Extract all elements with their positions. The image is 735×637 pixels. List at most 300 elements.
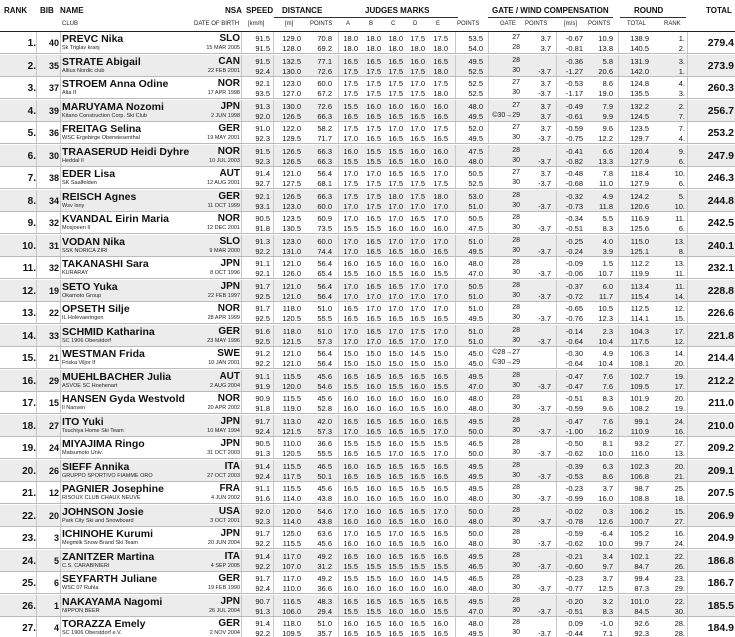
- judge-mark-d: 16.5: [410, 214, 425, 223]
- judge-mark-b: 16.5: [366, 326, 381, 336]
- round2-rrank: 28.: [674, 629, 685, 637]
- round1-dist: 121.0: [282, 259, 301, 268]
- round1-speed: 92.0: [255, 506, 270, 516]
- column-divider: [36, 122, 37, 144]
- judge-mark-e: 17.0: [433, 281, 448, 291]
- table-row: [0, 257, 735, 279]
- round1-speed: 91.2: [255, 349, 270, 358]
- round2-rrank: 16.: [674, 426, 685, 436]
- judge-mark-d: 16.0: [410, 269, 425, 278]
- column-divider: [687, 505, 688, 527]
- round2-jpts: 49.5: [468, 246, 483, 256]
- judge-mark-c: 16.5: [388, 551, 403, 561]
- round2-wind: -0.24: [565, 246, 583, 256]
- header-judge-b: B: [369, 21, 374, 27]
- round1-rtot: 124.8: [630, 79, 649, 88]
- judge-mark-e: 16.5: [433, 551, 448, 561]
- judge-mark-e: 17.0: [433, 506, 448, 516]
- round1-rrank: 10.: [674, 169, 685, 178]
- judge-mark-a: 15.5: [343, 101, 358, 111]
- athlete-rank: 24.: [22, 555, 36, 567]
- athlete-bib: 5: [53, 555, 59, 566]
- round1-speed: 92.1: [255, 79, 270, 88]
- judge-mark-a: 16.0: [343, 539, 358, 548]
- column-divider: [60, 190, 61, 212]
- judge-mark-b: 17.0: [366, 291, 381, 301]
- column-divider: [60, 347, 61, 369]
- round2-wpts: 11.0: [598, 179, 613, 188]
- judge-mark-c: 16.0: [388, 574, 403, 583]
- round2-rrank: 1.: [678, 66, 685, 76]
- judge-mark-a: 17.0: [343, 281, 358, 291]
- athlete-rank: 12.: [22, 285, 36, 297]
- judge-mark-b: 16.0: [366, 506, 381, 516]
- judge-mark-b: 15.0: [366, 349, 381, 358]
- judge-mark-b: 16.5: [366, 449, 381, 458]
- judge-mark-d: 16.5: [410, 111, 425, 121]
- header-judges-marks: JUDGES MARKS: [365, 6, 430, 15]
- table-row: [0, 347, 735, 369]
- athlete-rank: 21.: [22, 488, 36, 499]
- judge-mark-d: 16.0: [410, 606, 425, 616]
- round2-speed: 92.2: [255, 561, 270, 571]
- column-divider: [36, 415, 37, 437]
- round1-jpts: 50.0: [468, 506, 483, 516]
- round1-dist: 113.0: [282, 416, 301, 426]
- round2-rtot: 106.8: [630, 471, 649, 481]
- round2-gate: 30: [512, 494, 520, 501]
- round1-dpts: 54.6: [317, 506, 332, 516]
- round1-rrank: 25.: [674, 484, 685, 493]
- round2-rtot: 92.3: [634, 629, 649, 637]
- round2-wind: -1.00: [565, 426, 583, 436]
- round2-jpts: 46.5: [468, 561, 483, 571]
- judge-mark-e: 17.0: [433, 449, 448, 458]
- round1-wind: -0.41: [565, 146, 583, 156]
- athlete-date-of-birth: 3 OCT 2001: [210, 517, 240, 524]
- athlete-rank: 25.: [22, 578, 36, 589]
- round2-rtot: 142.0: [630, 66, 649, 76]
- round2-gpts: -3.7: [538, 561, 551, 571]
- athlete-nsa: JPN: [220, 280, 240, 292]
- judge-mark-b: 17.5: [366, 201, 381, 211]
- round1-speed: 90.9: [255, 394, 270, 403]
- judges-underline: [338, 17, 458, 18]
- round1-gate: 28: [512, 236, 520, 244]
- athlete-name: FREITAG Selina: [62, 123, 142, 135]
- round1-rtot: 118.4: [630, 169, 649, 178]
- round1-speed: 91.4: [255, 551, 270, 561]
- round1-wpts: 1.5: [602, 259, 613, 268]
- athlete-rank: 7.: [27, 173, 36, 184]
- column-divider: [687, 595, 688, 617]
- table-row: [0, 617, 735, 637]
- column-divider: [36, 460, 37, 482]
- round2-dpts: 36.6: [317, 584, 332, 593]
- judge-mark-a: 16.0: [343, 146, 358, 156]
- round2-wind: -0.61: [565, 111, 583, 121]
- athlete-rank: 9.: [27, 218, 36, 229]
- round1-gate: 28: [512, 619, 520, 626]
- judge-mark-a: 17.0: [343, 169, 358, 178]
- round1-dist: 123.5: [282, 214, 301, 223]
- round2-dpts: 68.1: [317, 179, 332, 188]
- judge-mark-c: 17.5: [388, 66, 403, 76]
- judge-mark-b: 17.0: [366, 304, 381, 313]
- athlete-rank: 23.: [22, 533, 36, 544]
- athlete-club: KURARAY: [62, 270, 89, 276]
- judge-mark-e: 16.5: [433, 416, 448, 426]
- judge-mark-d: 16.5: [410, 629, 425, 637]
- round2-speed: 92.7: [255, 179, 270, 188]
- round1-wpts: 8.1: [602, 439, 613, 448]
- round1-jpts: 49.5: [468, 484, 483, 493]
- round2-gpts: -3.7: [538, 381, 551, 391]
- athlete-total: 232.1: [707, 262, 734, 274]
- round1-dist: 130.0: [282, 101, 301, 111]
- judge-mark-c: 15.5: [388, 146, 403, 156]
- round1-wind: -0.39: [565, 461, 583, 471]
- round2-wind: -0.64: [565, 336, 583, 346]
- judge-mark-a: 17.0: [343, 336, 358, 346]
- judge-mark-a: 16.5: [343, 416, 358, 426]
- round2-gpts: -3.7: [538, 269, 551, 278]
- judge-mark-e: 14.5: [433, 574, 448, 583]
- athlete-date-of-birth: 12 DEC 2001: [206, 225, 240, 231]
- round1-gpts: 3.7: [540, 169, 551, 178]
- column-divider: [60, 325, 61, 347]
- round1-rtot: 120.4: [630, 146, 649, 156]
- column-divider: [687, 347, 688, 369]
- round1-wpts: 6.3: [602, 461, 613, 471]
- judge-mark-e: 17.0: [433, 336, 448, 346]
- judge-mark-b: 16.5: [366, 236, 381, 246]
- round1-gate: 28: [512, 461, 520, 469]
- round2-gpts: -3.7: [538, 314, 551, 323]
- round2-speed: 92.2: [255, 246, 270, 256]
- round2-jpts: 48.0: [468, 584, 483, 593]
- round2-gate: 30: [512, 246, 520, 254]
- judge-mark-a: 16.0: [343, 259, 358, 268]
- round1-dpts: 58.2: [317, 124, 332, 133]
- athlete-bib: 37: [48, 83, 59, 93]
- athlete-name: OPSETH Silje: [62, 303, 130, 315]
- round1-wpts: 3.7: [602, 484, 613, 493]
- distance-underline: [274, 17, 338, 18]
- round2-speed: 91.5: [255, 44, 270, 53]
- judge-mark-d: 16.5: [410, 461, 425, 471]
- judge-mark-e: 16.0: [433, 146, 448, 156]
- judge-mark-c: 16.5: [388, 539, 403, 548]
- round2-rtot: 108.1: [630, 359, 649, 368]
- athlete-nsa: ITA: [224, 460, 240, 472]
- round1-rrank: 23.: [674, 574, 685, 583]
- round1-gate: 27: [512, 79, 520, 86]
- column-divider: [60, 415, 61, 437]
- athlete-date-of-birth: 31 OCT 2003: [207, 450, 240, 456]
- judge-mark-c: 15.0: [388, 349, 403, 358]
- round2-jpts: 49.5: [468, 629, 483, 637]
- round2-dist: 126.5: [282, 156, 301, 166]
- judge-mark-e: 16.0: [433, 404, 448, 413]
- athlete-rank: 22.: [22, 510, 36, 522]
- header-club: CLUB: [62, 21, 79, 27]
- header-gate-wind: GATE / WIND COMPENSATION: [492, 6, 609, 15]
- athlete-nsa: GER: [218, 618, 240, 629]
- column-divider: [60, 482, 61, 504]
- athlete-club: SK Saalfelden: [62, 180, 97, 186]
- round1-dpts: 51.0: [317, 326, 332, 336]
- judge-mark-c: 16.0: [388, 439, 403, 448]
- round1-dist: 123.0: [282, 236, 301, 246]
- round2-gpts: -3.7: [538, 449, 551, 458]
- round2-gate: 30: [512, 426, 520, 434]
- round1-dist: 121.0: [282, 281, 301, 291]
- round2-rtot: 108.2: [630, 404, 649, 413]
- round2-wind: -0.60: [565, 561, 583, 571]
- round2-rtot: 87.3: [634, 584, 649, 593]
- header-speed-unit: [km/h]: [248, 21, 265, 27]
- athlete-name: ITO Yuki: [62, 415, 104, 428]
- athlete-name: STRATE Abigail: [62, 55, 141, 68]
- round1-wpts: 5.5: [602, 214, 613, 223]
- round1-dist: 121.0: [282, 169, 301, 178]
- judge-mark-b: 16.5: [366, 214, 381, 223]
- athlete-club: Heddal Il: [62, 157, 84, 164]
- round1-speed: 91.1: [255, 259, 270, 268]
- judge-mark-c: 17.0: [388, 236, 403, 246]
- judge-mark-c: 17.5: [388, 179, 403, 188]
- athlete-club: Okamoto Group: [62, 292, 102, 299]
- athlete-date-of-birth: 23 MAY 1996: [207, 337, 240, 344]
- table-row: [0, 212, 735, 234]
- round1-dist: 115.5: [282, 461, 301, 471]
- round1-wpts: 3.2: [602, 596, 613, 606]
- round1-gate: 28: [512, 326, 520, 334]
- round1-wind: -0.30: [565, 349, 583, 358]
- judge-mark-a: 16.0: [343, 404, 358, 413]
- athlete-total: 186.8: [707, 554, 734, 567]
- round2-gate: 30: [512, 134, 520, 141]
- judge-mark-d: 17.0: [410, 124, 425, 133]
- judge-mark-d: 17.5: [410, 66, 425, 76]
- round1-dpts: 56.4: [317, 169, 332, 178]
- round1-wind: -0.23: [565, 574, 583, 583]
- column-divider: [60, 527, 61, 549]
- round2-jpts: 45.0: [468, 359, 483, 368]
- athlete-nsa: JPN: [220, 595, 240, 607]
- round2-jpts: 48.0: [468, 539, 483, 548]
- gate-wind-underline: [488, 17, 613, 18]
- judge-mark-c: 16.5: [388, 169, 403, 178]
- round2-dpts: 55.5: [317, 449, 332, 458]
- judge-mark-a: 17.0: [343, 506, 358, 516]
- judge-mark-b: 16.5: [366, 259, 381, 268]
- athlete-bib: 39: [48, 105, 59, 116]
- round2-dist: 119.0: [282, 404, 301, 413]
- athlete-club: NIPPON BEER: [62, 607, 100, 614]
- judge-mark-a: 16.5: [343, 551, 358, 561]
- round2-gpts: -3.7: [538, 89, 551, 98]
- round2-dpts: 69.2: [317, 44, 332, 53]
- round2-dist: 128.0: [282, 44, 301, 53]
- judge-mark-c: 17.0: [388, 326, 403, 336]
- round1-rrank: 28.: [674, 619, 685, 628]
- round1-jpts: 48.0: [468, 101, 483, 111]
- judge-mark-e: 18.0: [433, 191, 448, 201]
- round2-rrank: 11.: [675, 269, 685, 278]
- round1-rrank: 13.: [674, 259, 685, 268]
- athlete-nsa: GER: [218, 573, 240, 584]
- judge-mark-e: 17.0: [433, 169, 448, 178]
- athlete-total: 279.4: [707, 37, 734, 49]
- round2-dpts: 66.3: [317, 111, 332, 121]
- judge-mark-e: 16.0: [433, 619, 448, 628]
- athlete-club: IL Holevaeringen: [62, 315, 104, 321]
- round2-gpts: -3.7: [538, 66, 551, 76]
- round2-jpts: 49.5: [468, 134, 483, 143]
- athlete-rank: 10.: [22, 240, 36, 252]
- round1-rtot: 106.3: [630, 349, 649, 358]
- round1-rtot: 112.5: [630, 304, 649, 313]
- round1-dpts: 72.6: [317, 101, 332, 111]
- round2-dist: 120.0: [282, 381, 301, 391]
- round1-speed: 91.5: [255, 146, 270, 156]
- round1-wpts: 10.9: [598, 34, 613, 43]
- table-row: [0, 370, 735, 392]
- round1-rrank: 17.: [674, 326, 685, 336]
- judge-mark-b: 15.5: [366, 224, 381, 233]
- judge-mark-a: 15.5: [343, 574, 358, 583]
- round1-gate: 28: [512, 214, 520, 221]
- round2-dpts: 54.6: [317, 381, 332, 391]
- judge-mark-a: 16.5: [343, 629, 358, 637]
- round1-jpts: 46.5: [468, 574, 483, 583]
- round1-speed: 91.3: [255, 101, 270, 111]
- athlete-nsa: JPN: [220, 415, 240, 427]
- athlete-bib: 40: [48, 38, 59, 48]
- round1-wind: -0.67: [565, 34, 583, 43]
- round1-gate: 28: [512, 596, 520, 604]
- round1-jpts: 52.5: [468, 79, 483, 88]
- athlete-date-of-birth: 10 MAY 1994: [207, 427, 240, 434]
- judge-mark-b: 16.0: [366, 404, 381, 413]
- athlete-rank: 2.: [27, 60, 36, 72]
- athlete-rank: 14.: [22, 330, 36, 342]
- column-divider: [687, 572, 688, 594]
- athlete-club: Alta If: [62, 90, 77, 96]
- column-divider: [36, 347, 37, 369]
- judge-mark-b: 15.0: [366, 359, 381, 368]
- judge-mark-e: 17.5: [433, 34, 448, 43]
- round2-wpts: 10.7: [598, 269, 613, 278]
- judge-mark-b: 16.0: [366, 516, 381, 526]
- round2-dpts: 66.3: [317, 156, 332, 166]
- judge-mark-a: 16.0: [343, 516, 358, 526]
- header-judges-points: POINTS: [457, 21, 480, 27]
- round1-dist: 118.0: [282, 326, 301, 336]
- judge-mark-a: 16.5: [343, 314, 358, 323]
- round1-gate: 28: [512, 56, 520, 64]
- judge-mark-e: 16.0: [433, 394, 448, 403]
- athlete-club: C.S. CARABINIERI: [62, 562, 110, 569]
- round1-wind: -0.02: [565, 506, 583, 516]
- judge-mark-b: 18.0: [366, 34, 381, 43]
- round2-speed: 92.3: [255, 134, 270, 143]
- round1-wpts: 10.5: [598, 304, 613, 313]
- athlete-rank: 8.: [27, 195, 36, 207]
- round2-wind: -0.51: [565, 606, 583, 616]
- athlete-bib: 24: [48, 443, 59, 453]
- judge-mark-d: 17.0: [410, 201, 425, 211]
- round2-speed: 92.2: [255, 539, 270, 548]
- athlete-total: 226.6: [707, 307, 734, 319]
- round1-rrank: 14.: [674, 349, 685, 358]
- table-row: [0, 145, 735, 167]
- round2-rrank: 6.: [678, 179, 685, 188]
- judge-mark-a: 17.0: [343, 529, 358, 538]
- round1-jpts: 53.0: [468, 191, 483, 201]
- round2-rrank: 17.: [674, 381, 685, 391]
- athlete-total: 246.3: [707, 172, 734, 184]
- round2-wind: -0.51: [565, 224, 583, 233]
- round1-rrank: 9.: [678, 146, 685, 156]
- round1-jpts: 48.0: [468, 394, 483, 403]
- judge-mark-b: 17.5: [366, 179, 381, 188]
- judge-mark-c: 16.5: [388, 471, 403, 481]
- round2-gate: 30: [512, 336, 520, 344]
- round2-dpts: 43.8: [317, 516, 332, 526]
- round1-wpts: 3.4: [602, 551, 613, 561]
- round1-dpts: 60.9: [317, 214, 332, 223]
- athlete-total: 244.8: [707, 194, 734, 207]
- round2-gate: 30: [512, 269, 520, 276]
- athlete-total: 204.9: [707, 532, 734, 544]
- round2-rtot: 84.5: [634, 606, 649, 616]
- round1-rtot: 104.3: [630, 326, 649, 336]
- column-divider: [687, 212, 688, 234]
- athlete-club: Megmilk Snow Brand Ski Team: [62, 540, 139, 546]
- judge-mark-e: 15.0: [433, 359, 448, 368]
- round2-wind: -0.77: [565, 584, 583, 593]
- athlete-name: EDER Lisa: [62, 168, 116, 180]
- judge-mark-c: 18.0: [388, 44, 403, 53]
- table-row: [0, 55, 735, 77]
- round2-gpts: -3.7: [538, 494, 551, 503]
- round1-speed: 90.5: [255, 214, 270, 223]
- column-divider: [687, 460, 688, 482]
- round1-wind: -0.09: [565, 259, 583, 268]
- round1-rrank: 15.: [674, 506, 685, 516]
- round1-jpts: 49.5: [468, 56, 483, 66]
- judge-mark-c: 15.5: [388, 561, 403, 571]
- round2-gate: 30: [512, 224, 520, 231]
- round2-rtot: 99.7: [634, 539, 649, 548]
- round2-rrank: 12.: [674, 336, 685, 346]
- judge-mark-a: 18.0: [343, 34, 358, 43]
- round2-jpts: 49.5: [468, 471, 483, 481]
- round1-gate: 27: [512, 124, 520, 131]
- athlete-total: 209.1: [707, 464, 734, 477]
- judge-mark-c: 16.5: [388, 314, 403, 323]
- round2-wind: -0.81: [565, 44, 583, 53]
- header-wind-points: POINTS: [588, 21, 611, 27]
- athlete-bib: 3: [53, 533, 59, 543]
- round1-wpts: 2.3: [602, 326, 613, 336]
- round2-gate: 30: [512, 561, 520, 569]
- round1-jpts: 46.5: [468, 439, 483, 448]
- round2-gpts: -3.7: [538, 336, 551, 346]
